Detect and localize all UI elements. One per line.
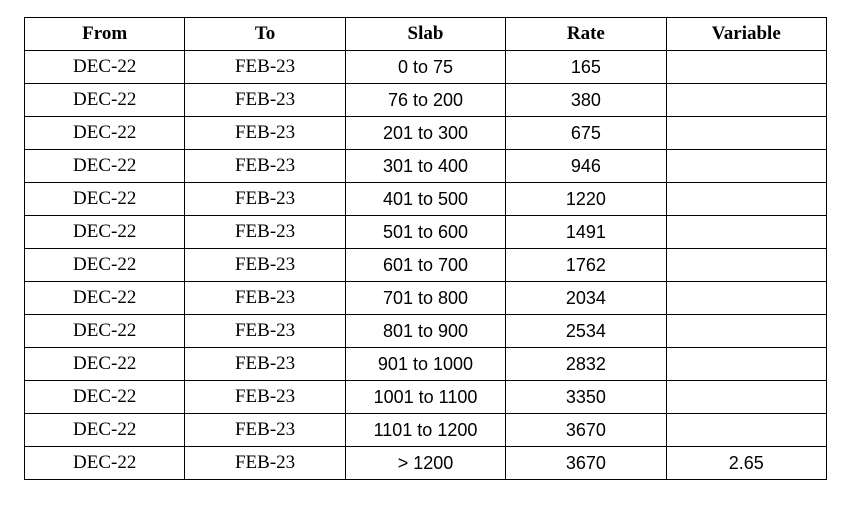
slab-cell: 801 to 900 <box>345 315 505 348</box>
column-header-variable: Variable <box>666 18 826 51</box>
from-cell: DEC-22 <box>25 249 185 282</box>
slab-cell: 601 to 700 <box>345 249 505 282</box>
slab-cell: 201 to 300 <box>345 117 505 150</box>
rate-cell: 1220 <box>506 183 666 216</box>
to-cell: FEB-23 <box>185 84 345 117</box>
column-header-rate: Rate <box>506 18 666 51</box>
variable-cell <box>666 381 826 414</box>
to-cell: FEB-23 <box>185 150 345 183</box>
slab-cell: > 1200 <box>345 447 505 480</box>
from-cell: DEC-22 <box>25 150 185 183</box>
to-cell: FEB-23 <box>185 51 345 84</box>
slab-cell: 401 to 500 <box>345 183 505 216</box>
table-row <box>25 117 827 150</box>
table-row <box>25 414 827 447</box>
variable-cell <box>666 249 826 282</box>
table-row <box>25 84 827 117</box>
from-cell: DEC-22 <box>25 183 185 216</box>
rate-cell: 2832 <box>506 348 666 381</box>
rate-cell: 675 <box>506 117 666 150</box>
rate-cell: 165 <box>506 51 666 84</box>
rate-cell: 2534 <box>506 315 666 348</box>
slab-cell: 1001 to 1100 <box>345 381 505 414</box>
to-cell: FEB-23 <box>185 183 345 216</box>
slab-cell: 501 to 600 <box>345 216 505 249</box>
from-cell: DEC-22 <box>25 282 185 315</box>
column-header-to: To <box>185 18 345 51</box>
variable-cell <box>666 150 826 183</box>
variable-cell <box>666 216 826 249</box>
from-cell: DEC-22 <box>25 447 185 480</box>
rate-cell: 1762 <box>506 249 666 282</box>
column-header-slab: Slab <box>345 18 505 51</box>
from-cell: DEC-22 <box>25 381 185 414</box>
table-row <box>25 249 827 282</box>
column-header-from: From <box>25 18 185 51</box>
rate-cell: 380 <box>506 84 666 117</box>
slab-cell: 701 to 800 <box>345 282 505 315</box>
rate-cell: 946 <box>506 150 666 183</box>
slab-cell: 301 to 400 <box>345 150 505 183</box>
rate-cell: 3350 <box>506 381 666 414</box>
variable-cell: 2.65 <box>666 447 826 480</box>
table-row <box>25 216 827 249</box>
variable-cell <box>666 414 826 447</box>
table-body <box>25 51 827 480</box>
variable-cell <box>666 117 826 150</box>
to-cell: FEB-23 <box>185 348 345 381</box>
to-cell: FEB-23 <box>185 447 345 480</box>
from-cell: DEC-22 <box>25 117 185 150</box>
table-row <box>25 51 827 84</box>
slab-cell: 1101 to 1200 <box>345 414 505 447</box>
table-row <box>25 282 827 315</box>
to-cell: FEB-23 <box>185 414 345 447</box>
table-row <box>25 381 827 414</box>
variable-cell <box>666 183 826 216</box>
rate-cell: 3670 <box>506 414 666 447</box>
to-cell: FEB-23 <box>185 117 345 150</box>
from-cell: DEC-22 <box>25 315 185 348</box>
variable-cell <box>666 51 826 84</box>
table-row <box>25 447 827 480</box>
variable-cell <box>666 348 826 381</box>
to-cell: FEB-23 <box>185 282 345 315</box>
from-cell: DEC-22 <box>25 84 185 117</box>
from-cell: DEC-22 <box>25 414 185 447</box>
variable-cell <box>666 84 826 117</box>
rate-table <box>24 17 827 480</box>
slab-cell: 0 to 75 <box>345 51 505 84</box>
table-row <box>25 150 827 183</box>
to-cell: FEB-23 <box>185 249 345 282</box>
table-row <box>25 315 827 348</box>
from-cell: DEC-22 <box>25 51 185 84</box>
from-cell: DEC-22 <box>25 348 185 381</box>
variable-cell <box>666 315 826 348</box>
to-cell: FEB-23 <box>185 216 345 249</box>
slab-cell: 76 to 200 <box>345 84 505 117</box>
table-header-row <box>25 18 827 51</box>
rate-cell: 1491 <box>506 216 666 249</box>
table-row <box>25 348 827 381</box>
to-cell: FEB-23 <box>185 381 345 414</box>
variable-cell <box>666 282 826 315</box>
table-row <box>25 183 827 216</box>
from-cell: DEC-22 <box>25 216 185 249</box>
rate-cell: 3670 <box>506 447 666 480</box>
slab-cell: 901 to 1000 <box>345 348 505 381</box>
rate-cell: 2034 <box>506 282 666 315</box>
to-cell: FEB-23 <box>185 315 345 348</box>
